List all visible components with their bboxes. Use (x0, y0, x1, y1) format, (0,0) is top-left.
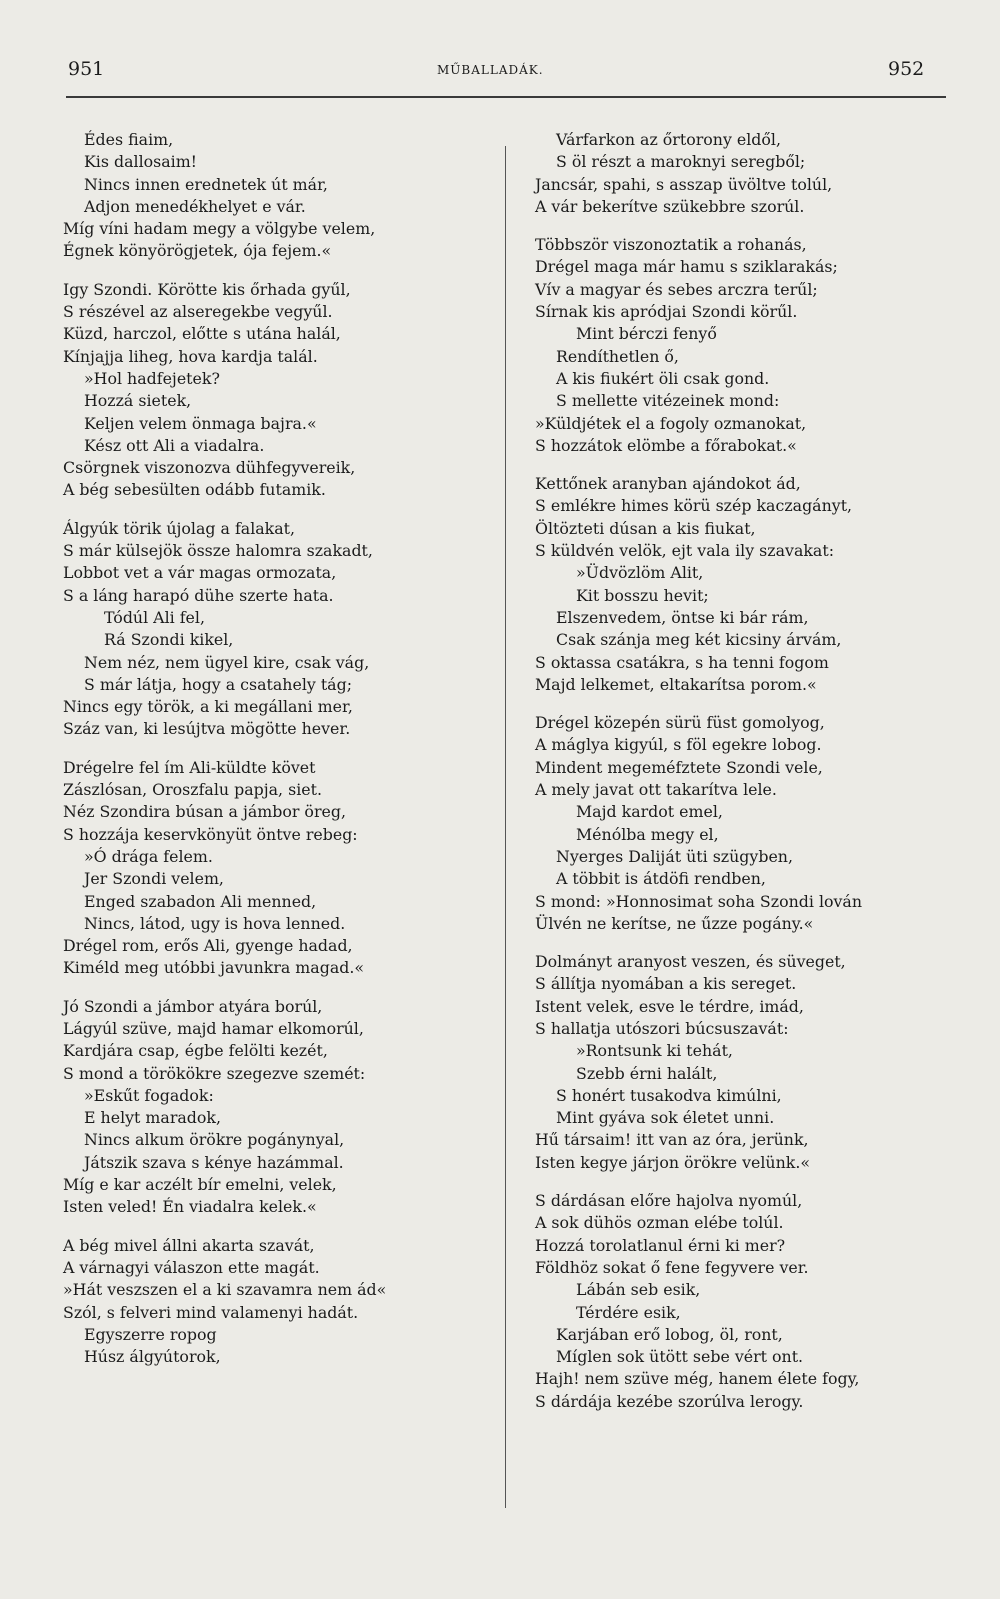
verse-line: A mely javat ott takarítva lele. (535, 780, 777, 800)
verse-line: Vív a magyar és sebes arczra terűl; (535, 279, 818, 299)
verse-line: Drégelre fel ím Ali-küldte követ (63, 757, 316, 777)
verse-line: Nincs innen erednetek út már, (84, 174, 328, 194)
verse-line: Mint gyáva sok életet unni. (556, 1108, 775, 1128)
verse-line: Majd lelkemet, eltakarítsa porom.« (535, 674, 817, 694)
verse-line: Mint bérczi fenyő (576, 324, 717, 344)
verse-line: Nem néz, nem ügyel kire, csak vág, (84, 652, 370, 672)
verse-line: S részével az alseregekbe vegyűl. (63, 302, 333, 322)
verse-line: Dolmányt aranyost veszen, és süveget, (535, 952, 846, 972)
verse-line: Drégel rom, erős Ali, gyenge hadad, (63, 936, 353, 956)
verse-line: »Hát veszszen el a ki szavamra nem ád« (63, 1280, 387, 1300)
verse-line: Majd kardot emel, (576, 802, 723, 822)
right-column (535, 129, 935, 1413)
verse-line: S a láng harapó dühe szerte hata. (63, 585, 334, 605)
verse-line: Többször viszonoztatik a rohanás, (535, 235, 807, 255)
verse-line: Hozzá torolatlanul érni ki mer? (535, 1235, 786, 1255)
verse-line: Hajh! nem szüve még, hanem élete fogy, (535, 1369, 860, 1389)
verse-line: S emlékre himes körü szép kaczagányt, (535, 496, 853, 516)
verse-line: Száz van, ki lesújtva mögötte hever. (63, 719, 351, 739)
verse-line: Kardjára csap, égbe felölti kezét, (63, 1041, 328, 1061)
verse-line: Kínjajja liheg, hova kardja talál. (63, 346, 318, 366)
verse-line: Drégel közepén sürü füst gomolyog, (535, 713, 825, 733)
verse-line: Nyerges Daliját üti szügyben, (556, 846, 793, 866)
verse-line: Jó Szondi a jámbor atyára borúl, (63, 996, 323, 1016)
verse-line: Tódúl Ali fel, (104, 607, 205, 627)
verse-line: Kész ott Ali a viadalra. (84, 435, 265, 455)
verse-line: Karjában erő lobog, öl, ront, (556, 1324, 783, 1344)
verse-line: Jer Szondi velem, (84, 869, 224, 889)
verse-line: Térdére esik, (576, 1302, 681, 1322)
verse-line: A többit is átdöfi rendben, (556, 869, 766, 889)
verse-line: S hallatja utószori búcsuszavát: (535, 1018, 789, 1038)
verse-line: A vár bekerítve szükebbre szorúl. (535, 196, 805, 216)
verse-line: Nincs alkum örökre pogánynyal, (84, 1130, 345, 1150)
verse-line: Drégel maga már hamu s sziklarakás; (535, 257, 838, 277)
verse-line: Lágyúl szüve, majd hamar elkomorúl, (63, 1018, 364, 1038)
left-column (63, 129, 471, 1368)
verse-line: S küldvén velök, ejt vala ily szavakat: (535, 541, 835, 561)
verse-line: Isten veled! Én viadalra kelek.« (63, 1197, 317, 1217)
verse-line: »Küldjétek el a fogoly ozmanokat, (535, 413, 807, 433)
verse-line: S mellette vitézeinek mond: (556, 391, 780, 411)
verse-line: Csak szánja meg két kicsiny árvám, (556, 630, 842, 650)
verse-line: Rendíthetlen ő, (556, 346, 679, 366)
verse-line: Álgyúk törik újolag a falakat, (63, 518, 296, 538)
verse-line: Míglen sok ütött sebe vért ont. (556, 1347, 804, 1367)
verse-line: Ménólba megy el, (576, 824, 719, 844)
verse-line: A várnagyi válaszon ette magát. (63, 1257, 320, 1277)
verse-line: Hű társaim! itt van az óra, jerünk, (535, 1130, 809, 1150)
verse-line: E helyt maradok, (84, 1108, 222, 1128)
verse-line: Kit bosszu hevit; (576, 585, 709, 605)
verse-line: Igy Szondi. Körötte kis őrhada gyűl, (63, 279, 351, 299)
verse-line: Jancsár, spahi, s asszap üvöltve tolúl, (535, 174, 833, 194)
verse-line: Rá Szondi kikel, (104, 630, 234, 650)
verse-line: »Eskűt fogadok: (84, 1085, 214, 1105)
verse-line: »Ó drága felem. (84, 846, 213, 866)
verse-line: Édes fiaim, (84, 130, 174, 149)
verse-line: »Hol hadfejetek? (84, 368, 220, 388)
verse-line: A máglya kigyúl, s föl egekre lobog. (535, 735, 822, 755)
verse-line: Hozzá sietek, (84, 391, 192, 411)
verse-line: Lábán seb esik, (576, 1280, 701, 1300)
verse-line: Várfarkon az őrtorony eldől, (556, 130, 781, 149)
verse-line: Mindent megeméfztete Szondi vele, (535, 757, 823, 777)
verse-line: »Rontsunk ki tehát, (576, 1041, 733, 1061)
verse-line: S oktassa csatákra, s ha tenni fogom (535, 652, 829, 672)
verse-line: S hozzája keservkönyüt öntve rebeg: (63, 824, 358, 844)
verse-line: Lobbot vet a vár magas ormozata, (63, 563, 337, 583)
verse-line: A kis fiukért öli csak gond. (556, 368, 770, 388)
verse-line: Elszenvedem, öntse ki bár rám, (556, 607, 809, 627)
column-divider (505, 146, 506, 1508)
verse-line: Nincs, látod, ugy is hova lenned. (84, 913, 346, 933)
verse-line: Kiméld meg utóbbi javunkra magad.« (63, 958, 365, 978)
verse-line: Szól, s felveri mind valamenyi hadát. (63, 1302, 359, 1322)
verse-line: S dárdásan előre hajolva nyomúl, (535, 1191, 803, 1211)
verse-line: Míg víni hadam megy a völgybe velem, (63, 219, 376, 239)
verse-line: S állítja nyomában a kis sereget. (535, 974, 797, 994)
verse-line: Egyszerre ropog (84, 1324, 217, 1344)
verse-line: Öltözteti dúsan a kis fiukat, (535, 518, 756, 538)
verse-line: A bég sebesülten odább futamik. (63, 480, 326, 500)
verse-line: »Üdvözlöm Alit, (576, 563, 704, 583)
verse-line: Keljen velem önmaga bajra.« (84, 413, 317, 433)
verse-line: Játszik szava s kénye hazámmal. (84, 1152, 344, 1172)
verse-line: Kettőnek aranyban ajándokot ád, (535, 474, 801, 494)
verse-line: S mond a törökökre szegezve szemét: (63, 1063, 366, 1083)
verse-line: Húsz álgyútorok, (84, 1347, 221, 1367)
page-header (0, 58, 1000, 88)
verse-line: S dárdája kezébe szorúlva lerogy. (535, 1391, 804, 1411)
verse-line: Zászlósan, Oroszfalu papja, siet. (63, 780, 322, 800)
page-number-right: 952 (888, 58, 925, 80)
verse-line: S hozzátok elömbe a főrabokat.« (535, 435, 797, 455)
verse-line: S öl részt a maroknyi seregből; (556, 152, 806, 172)
page-number-left: 951 (68, 58, 105, 80)
verse-line: A sok dühös ozman elébe tolúl. (535, 1213, 784, 1233)
verse-line: Sírnak kis apródjai Szondi körűl. (535, 302, 798, 322)
verse-line: Égnek könyörögjetek, ója fejem.« (63, 241, 332, 261)
verse-line: Adjon menedékhelyet e vár. (84, 196, 306, 216)
verse-line: A bég mivel állni akarta szavát, (63, 1235, 315, 1255)
verse-line: Míg e kar aczélt bír emelni, velek, (63, 1175, 337, 1195)
verse-line: Szebb érni halált, (576, 1063, 718, 1083)
verse-line: Néz Szondira búsan a jámbor öreg, (63, 802, 346, 822)
verse-line: Enged szabadon Ali menned, (84, 891, 317, 911)
verse-line: Földhöz sokat ő fene fegyvere ver. (535, 1257, 809, 1277)
verse-line: Csörgnek viszonozva dühfegyvereik, (63, 458, 356, 478)
verse-line: Istent velek, esve le térdre, imád, (535, 996, 804, 1016)
verse-line: S már külsejök össze halomra szakadt, (63, 541, 373, 561)
verse-line: Ülvén ne kerítse, ne űzze pogány.« (535, 913, 814, 933)
verse-line: Küzd, harczol, előtte s utána halál, (63, 324, 341, 344)
verse-line: S honért tusakodva kimúlni, (556, 1085, 782, 1105)
running-title: MŰBALLADÁK. (437, 63, 544, 77)
header-rule (66, 96, 946, 98)
verse-line: Nincs egy török, a ki megállani mer, (63, 697, 353, 717)
verse-line: S mond: »Honnosimat soha Szondi lován (535, 891, 863, 911)
verse-line: Isten kegye járjon örökre velünk.« (535, 1152, 811, 1172)
verse-line: Kis dallosaim! (84, 152, 198, 172)
verse-line: S már látja, hogy a csatahely tág; (84, 674, 353, 694)
